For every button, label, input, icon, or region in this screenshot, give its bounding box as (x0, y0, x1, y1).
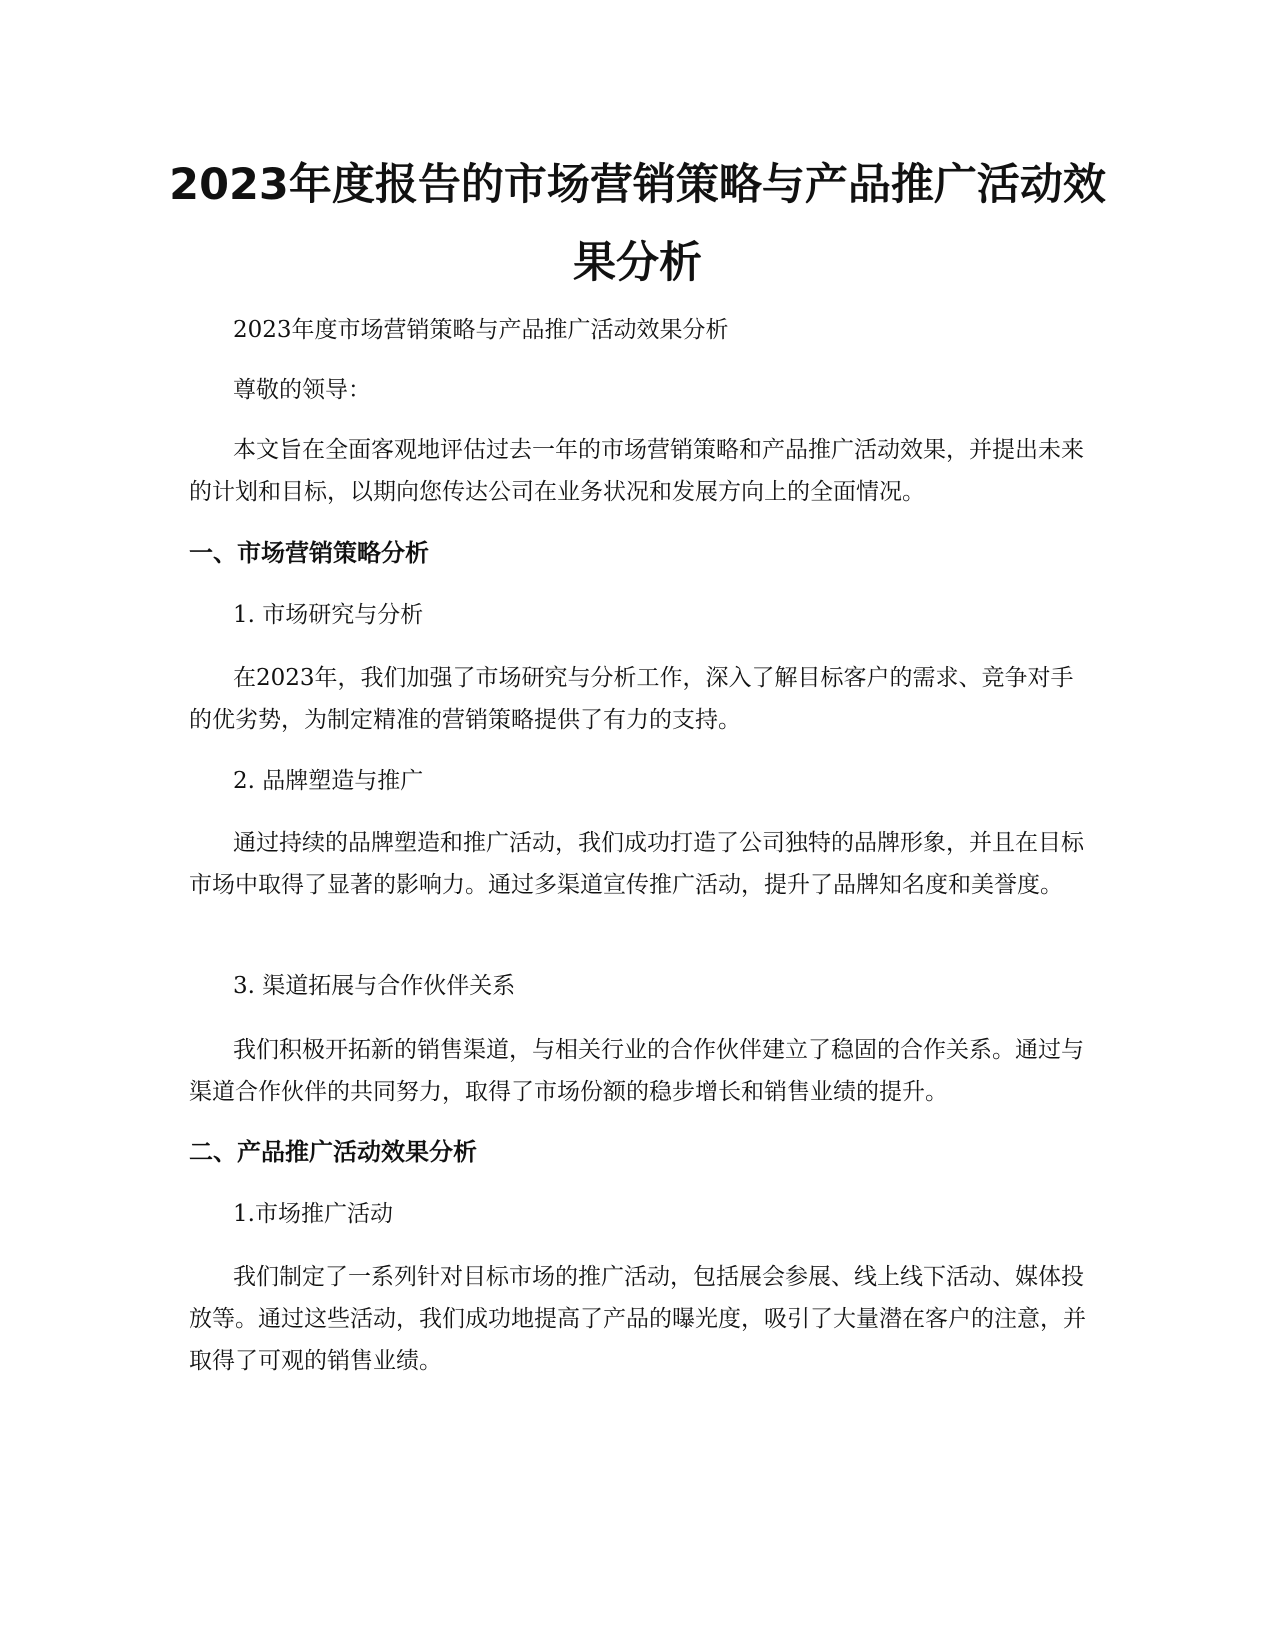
document-subtitle: 2023年度市场营销策略与产品推广活动效果分析 (233, 317, 729, 343)
body-paragraph: 通过持续的品牌塑造和推广活动，我们成功打造了公司独特的品牌形象，并且在目标市场中取得了显著的影响力。通过多渠道宣传推广活动，提升了品牌知名度和美誉度。 (189, 830, 1084, 898)
intro-paragraph: 本文旨在全面客观地评估过去一年的市场营销策略和产品推广活动效果，并提出未来的计划和目标，以期向您传达公司在业务状况和发展方向上的全面情况。 (189, 437, 1084, 505)
body-paragraph: 我们制定了一系列针对目标市场的推广活动，包括展会参展、线上线下活动、媒体投放等。通过这些活动，我们成功地提高了产品的曝光度，吸引了大量潜在客户的注意，并取得了可观的销售业绩。 (189, 1264, 1086, 1374)
body-paragraph: 在2023年，我们加强了市场研究与分析工作，深入了解目标客户的需求、竞争对手的优劣势，为制定精准的营销策略提供了有力的支持。 (189, 665, 1074, 733)
subsection-label: 1. 市场研究与分析 (233, 602, 424, 628)
document-title: 2023年度报告的市场营销策略与产品推广活动效果分析 (169, 160, 1106, 288)
section-heading: 二、产品推广活动效果分析 (189, 1138, 477, 1166)
body-paragraph: 我们积极开拓新的销售渠道，与相关行业的合作伙伴建立了稳固的合作关系。通过与渠道合作伙伴的共同努力，取得了市场份额的稳步增长和销售业绩的提升。 (189, 1037, 1084, 1105)
subsection-label: 2. 品牌塑造与推广 (233, 768, 424, 794)
subsection-label: 3. 渠道拓展与合作伙伴关系 (233, 973, 516, 999)
salutation: 尊敬的领导： (233, 377, 371, 403)
subsection-label: 1.市场推广活动 (233, 1201, 393, 1227)
section-heading: 一、市场营销策略分析 (189, 539, 429, 567)
